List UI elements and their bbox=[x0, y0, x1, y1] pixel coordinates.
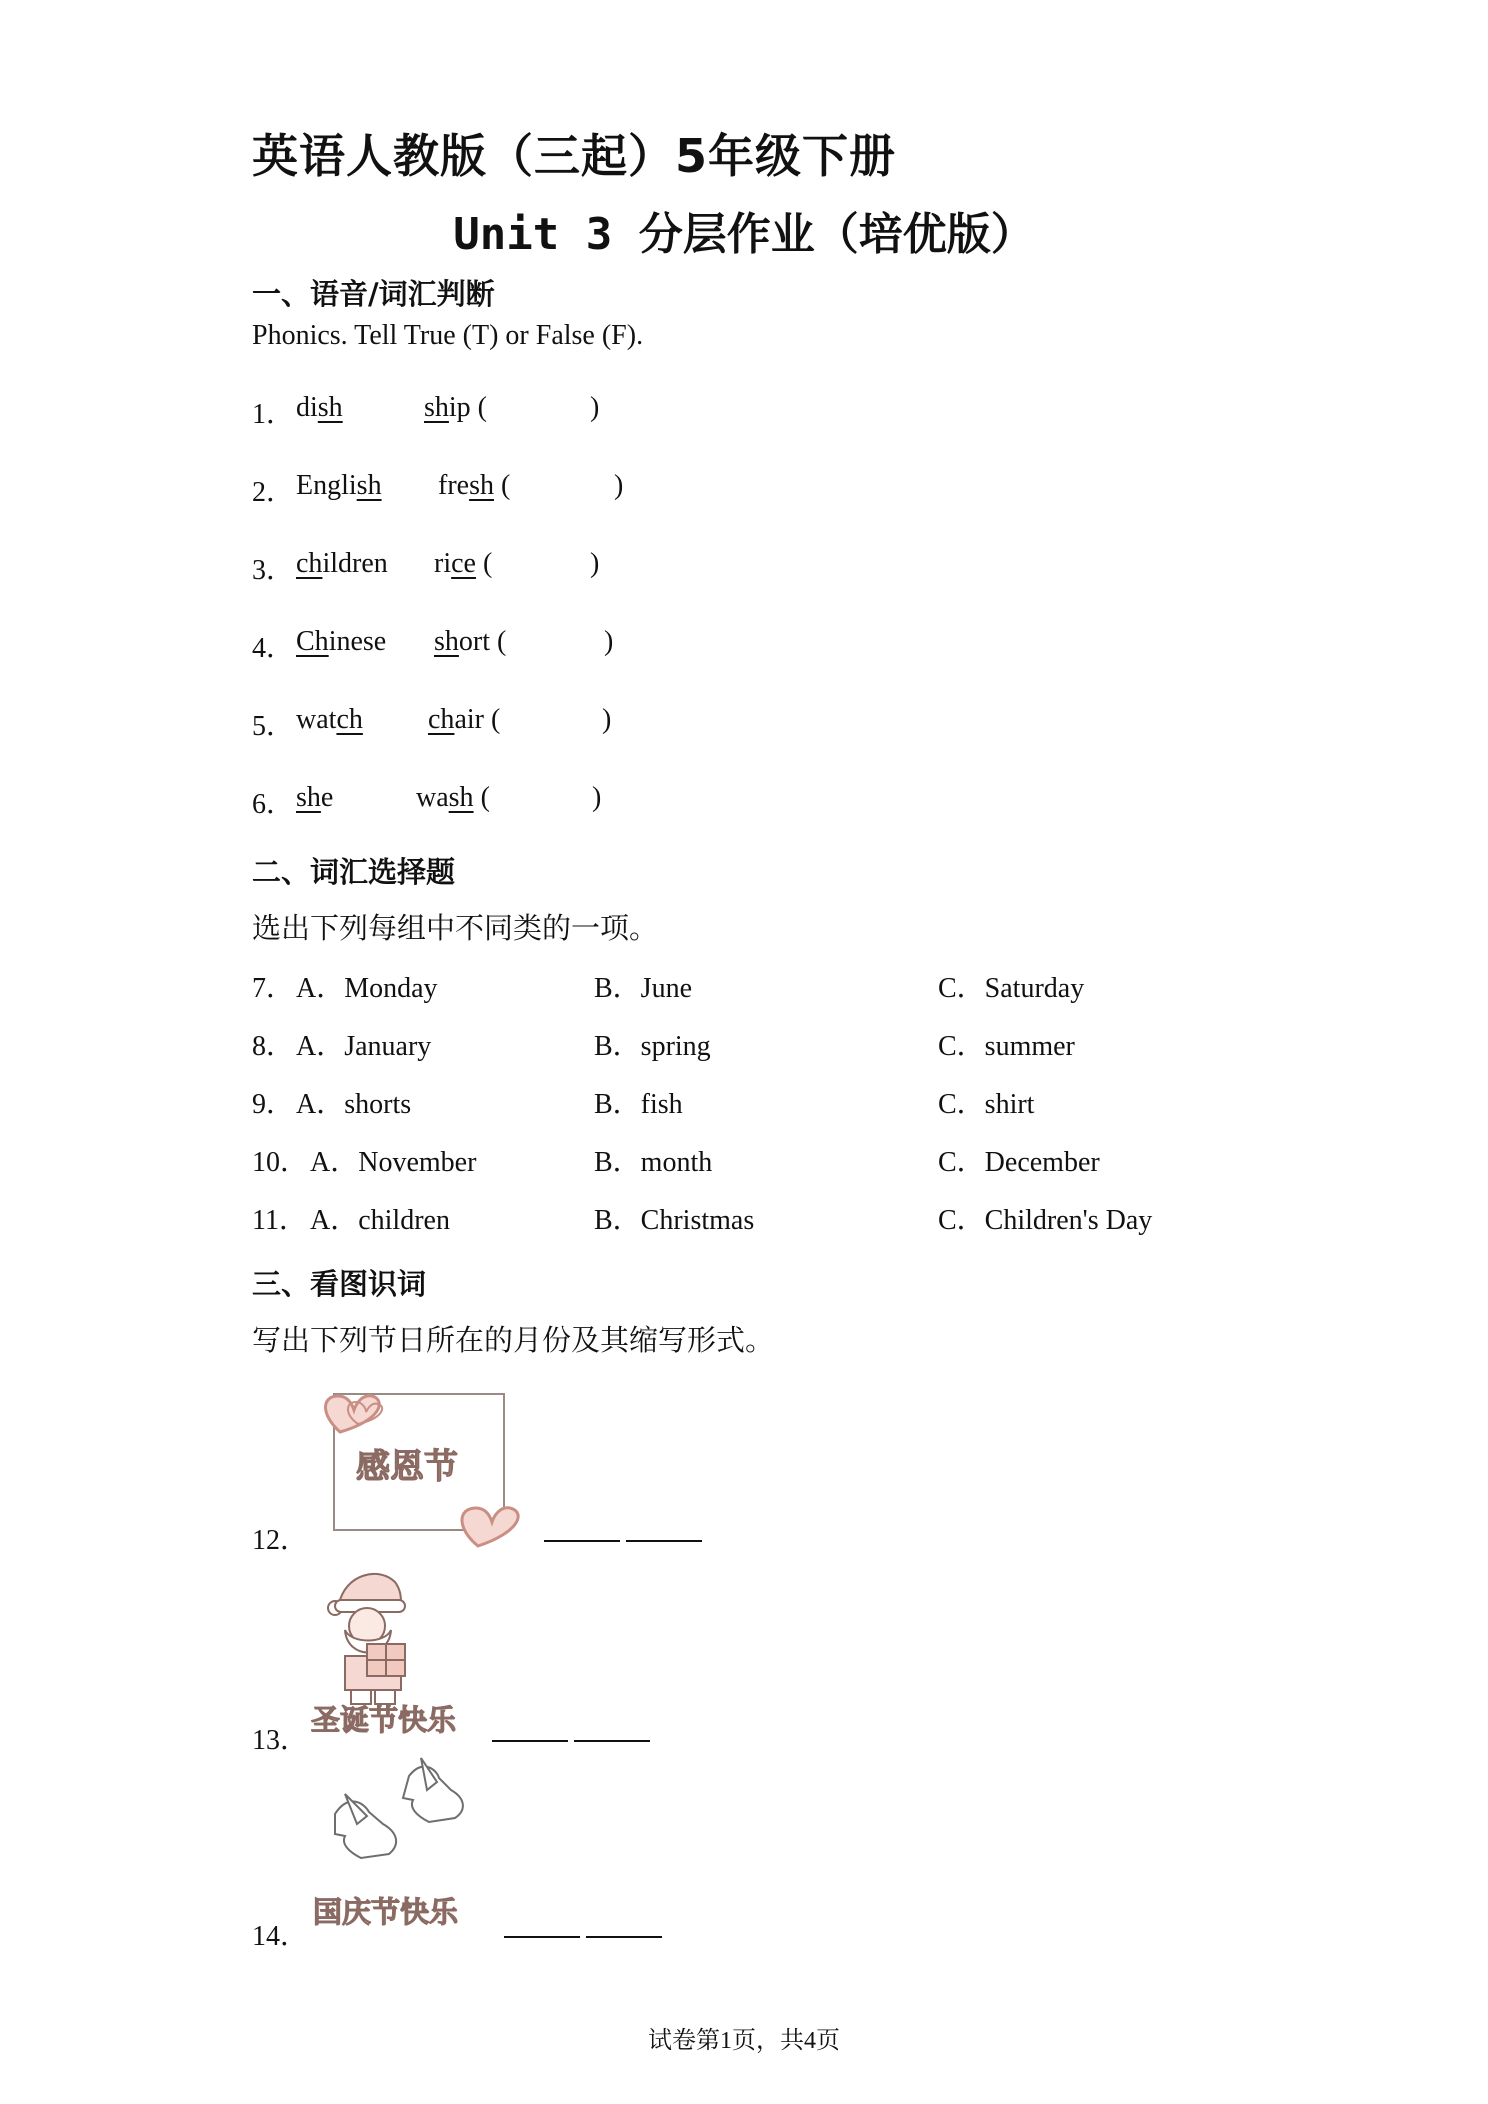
item-number: 4． bbox=[252, 633, 295, 664]
item-12-number: 12． bbox=[252, 1525, 309, 1556]
item-14-number: 14． bbox=[252, 1921, 309, 1952]
item-number: 10． bbox=[252, 1147, 309, 1178]
answer-paren-close[interactable]: ) bbox=[614, 470, 624, 501]
item-number: 11． bbox=[252, 1205, 307, 1236]
section3-heading: 三、看图识词 bbox=[252, 1267, 427, 1301]
word-2: short ( bbox=[434, 626, 507, 657]
section3-instruction: 写出下列节日所在的月份及其缩写形式。 bbox=[252, 1323, 775, 1357]
option-a[interactable]: A．November bbox=[310, 1147, 477, 1178]
answer-blanks-14[interactable] bbox=[504, 1910, 668, 1946]
item-number: 1． bbox=[252, 399, 295, 430]
item-number: 2． bbox=[252, 477, 295, 508]
answer-paren-close[interactable]: ) bbox=[590, 548, 600, 579]
word-1: dish bbox=[296, 392, 343, 423]
option-c[interactable]: C．summer bbox=[938, 1031, 1075, 1062]
item-number: 8． bbox=[252, 1031, 295, 1062]
section2-instruction: 选出下列每组中不同类的一项。 bbox=[252, 911, 659, 945]
answer-blanks-13[interactable] bbox=[492, 1714, 656, 1750]
word-2: ship ( bbox=[424, 392, 488, 423]
option-c[interactable]: C．shirt bbox=[938, 1089, 1035, 1120]
picture-13-text: 圣诞节快乐 bbox=[311, 1703, 457, 1737]
page-footer: 试卷第1页，共4页 bbox=[648, 2028, 840, 2054]
option-c[interactable]: C．Saturday bbox=[938, 973, 1085, 1004]
item-13-number: 13． bbox=[252, 1725, 309, 1756]
item-number: 6． bbox=[252, 789, 295, 820]
section2-heading: 二、词汇选择题 bbox=[252, 855, 456, 889]
word-1: Chinese bbox=[296, 626, 387, 657]
option-a[interactable]: A．shorts bbox=[296, 1089, 412, 1120]
item-number: 3． bbox=[252, 555, 295, 586]
answer-paren-close[interactable]: ) bbox=[592, 782, 602, 813]
answer-paren-close[interactable]: ) bbox=[590, 392, 600, 423]
doves-icon bbox=[305, 1752, 495, 1932]
item-number: 9． bbox=[252, 1089, 295, 1120]
option-b[interactable]: B．fish bbox=[594, 1089, 683, 1120]
word-1: she bbox=[296, 782, 334, 813]
option-a[interactable]: A．children bbox=[310, 1205, 450, 1236]
picture-12-text: 感恩节 bbox=[356, 1447, 458, 1487]
page-title: 英语人教版（三起）5年级下册 bbox=[252, 129, 897, 183]
option-c[interactable]: C．Children's Day bbox=[938, 1205, 1153, 1236]
section1-heading: 一、语音/词汇判断 bbox=[252, 277, 495, 311]
option-b[interactable]: B．June bbox=[594, 973, 693, 1004]
santa-icon bbox=[305, 1560, 485, 1740]
word-2: rice ( bbox=[434, 548, 493, 579]
item-number: 7． bbox=[252, 973, 295, 1004]
word-2: chair ( bbox=[428, 704, 501, 735]
word-1: children bbox=[296, 548, 388, 579]
option-b[interactable]: B．Christmas bbox=[594, 1205, 755, 1236]
option-a[interactable]: A．January bbox=[296, 1031, 432, 1062]
section1-instruction: Phonics. Tell True (T) or False (F). bbox=[252, 320, 644, 351]
word-2: wash ( bbox=[416, 782, 490, 813]
page-subtitle: Unit 3 分层作业（培优版） bbox=[453, 209, 1035, 260]
answer-paren-close[interactable]: ) bbox=[604, 626, 614, 657]
answer-paren-close[interactable]: ) bbox=[602, 704, 612, 735]
word-2: fresh ( bbox=[438, 470, 511, 501]
answer-blanks-12[interactable] bbox=[544, 1514, 708, 1550]
picture-14-text: 国庆节快乐 bbox=[313, 1895, 459, 1929]
word-1: English bbox=[296, 470, 382, 501]
item-number: 5． bbox=[252, 711, 295, 742]
option-a[interactable]: A．Monday bbox=[296, 973, 438, 1004]
word-1: watch bbox=[296, 704, 363, 735]
hearts-card-icon bbox=[310, 1370, 540, 1550]
option-c[interactable]: C．December bbox=[938, 1147, 1100, 1178]
option-b[interactable]: B．spring bbox=[594, 1031, 711, 1062]
option-b[interactable]: B．month bbox=[594, 1147, 713, 1178]
